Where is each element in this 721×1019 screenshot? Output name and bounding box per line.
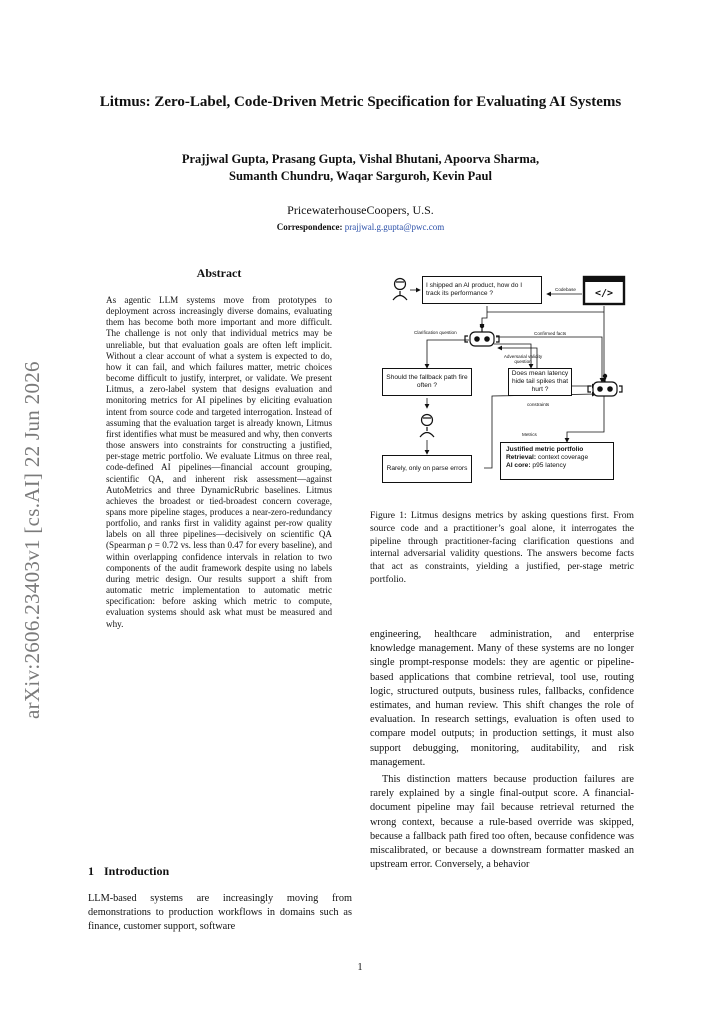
metrics-label: Metrics (522, 432, 537, 437)
portfolio-stage-ai-core: AI core: (506, 462, 531, 470)
figure-caption: Figure 1: Litmus designs metrics by asking questions first. From source code and a practitioner’s goal alone, it interrogates the pipeline through practitioner-facing clarification questions and internal adversarial validity questions. The answers become facts that act as constraints, yielding a justified, per-stage metric portfolio. (370, 510, 634, 585)
intro-left-column: LLM-based systems are increasingly moving from demonstrations to production workflows in domains such as finance, customer support, software (88, 893, 352, 933)
portfolio-title: Justified metric portfolio (506, 446, 584, 453)
intro-paragraph-1: engineering, healthcare administration, and enterprise knowledge management. Many of these systems are no longer single prompt-response models: they are agentic or pipeline-based applications that combine retrieval, tool use, routing logic, structured outputs, business rules, fallbacks, confidence estimates, and human review. This shift changes the role of evaluation. In research settings, evaluation is often used to compare model outputs; in production settings, it must also support debugging, monitoring, auditability, and risk management. (370, 629, 634, 768)
figure-1 (372, 270, 638, 500)
portfolio-metric-retrieval: context coverage (537, 454, 589, 462)
correspondence-label: Correspondence: (276, 222, 343, 232)
abstract-heading: Abstract (196, 266, 242, 280)
litmus-agent-icon-top (465, 324, 499, 346)
section-number: 1 (88, 864, 94, 878)
correspondence-email-link[interactable]: prajjwal.g.gupta@pwc.com (344, 222, 445, 232)
practitioner-answer-box: Rarely, only on parse errors (382, 455, 472, 483)
litmus-agent-icon-right (588, 374, 622, 396)
adversarial-question-box: Does mean latency hide tail spikes that hurt ? (508, 368, 572, 396)
confirmed-facts-label: Confirmed facts (534, 331, 567, 336)
clarification-label: Clarification question (414, 330, 457, 335)
portfolio-metric-ai-core: p95 latency (532, 462, 567, 470)
intro-paragraph-2: This distinction matters because production failures are rarely explained by a single final-output score. A financial-document pipeline may fail because retrieval returned the wrong context, because a rule-based override was skipped, because a fallback path fired too often, because confidence was miscalibrated, or because a downstream formatter masked an upstream error. Conversely, a behavior (370, 774, 634, 871)
constraints-label: constraints (527, 402, 550, 407)
portfolio-stage-retrieval: Retrieval: (506, 454, 537, 462)
authors-line-2: Sumanth Chundru, Waqar Sarguroh, Kevin Paul (229, 169, 492, 183)
section-title: Introduction (104, 864, 170, 878)
section-heading-introduction (88, 864, 169, 879)
adversarial-label: Adversarial validity question (503, 354, 543, 365)
practitioner-icon (393, 279, 407, 301)
practitioner-question-bubble: I shipped an AI product, how do I track its performance ? (422, 276, 542, 304)
authors-line-1: Prajjwal Gupta, Prasang Gupta, Vishal Bhutani, Apoorva Sharma, (181, 152, 540, 166)
correspondence (150, 222, 571, 232)
practitioner-answer-icon (420, 415, 434, 438)
paper-title: Litmus: Zero-Label, Code-Driven Metric Specification for Evaluating AI Systems (99, 94, 622, 110)
code-glyph: </> (594, 287, 614, 299)
page-number: 1 (357, 962, 363, 973)
metric-portfolio-box (500, 442, 614, 480)
abstract-text: As agentic LLM systems move from prototypes to deployment across increasingly diverse domains, evaluating them has become both more important and more difficult. The challenge is not only that individual metrics may be unreliable, but that evaluation goals are often left implicit. Without a clear account of what a system is expected to do, how it can fail, and which failures matter, metric choices become difficult to justify, interpret, or validate. We present Litmus, a zero-label system that designs evaluation and monitoring metrics for AI pipelines by eliciting evaluation intent from source code and targeted interrogation. Instead of assuming that the evaluation target is already known, Litmus first identifies what must be measured and why, then converts those answers into constraints for constructing a justified, per-stage metric portfolio. We evaluate Litmus on three real, code-defined AI pipelines—financial account grouping, scientific QA, and inherent risk assessment—against AutoMetrics and three DynamicRubric baselines. Litmus achieves the broadest or tied-broadest concern coverage, spans more pipeline stages, produces a near-zero-redundancy portfolio, and ranks first in validity against per-row quality labels on all three pipelines—decisively on scientific QA (Spearman ρ = 0.72 vs. less than 0.47 for every baseline), and within overlapping confidence intervals in relation to two components of the audit framework despite using no labels during metric design. Our results support a shift from automatic metric implementation to automatic metric specification: before asking which metric to compute, evaluation systems should ask what must be measured and why. (106, 295, 332, 629)
clarification-question-box: Should the fallback path fire often ? (382, 368, 472, 396)
intro-right-column (370, 628, 634, 872)
codebase-label: Codebase (555, 287, 576, 292)
arxiv-identifier: arXiv:2606.23403v1 [cs.AI] 22 Jun 2026 (20, 361, 44, 719)
affiliation: PricewaterhouseCoopers, U.S. (287, 203, 434, 217)
author-list (120, 151, 601, 185)
